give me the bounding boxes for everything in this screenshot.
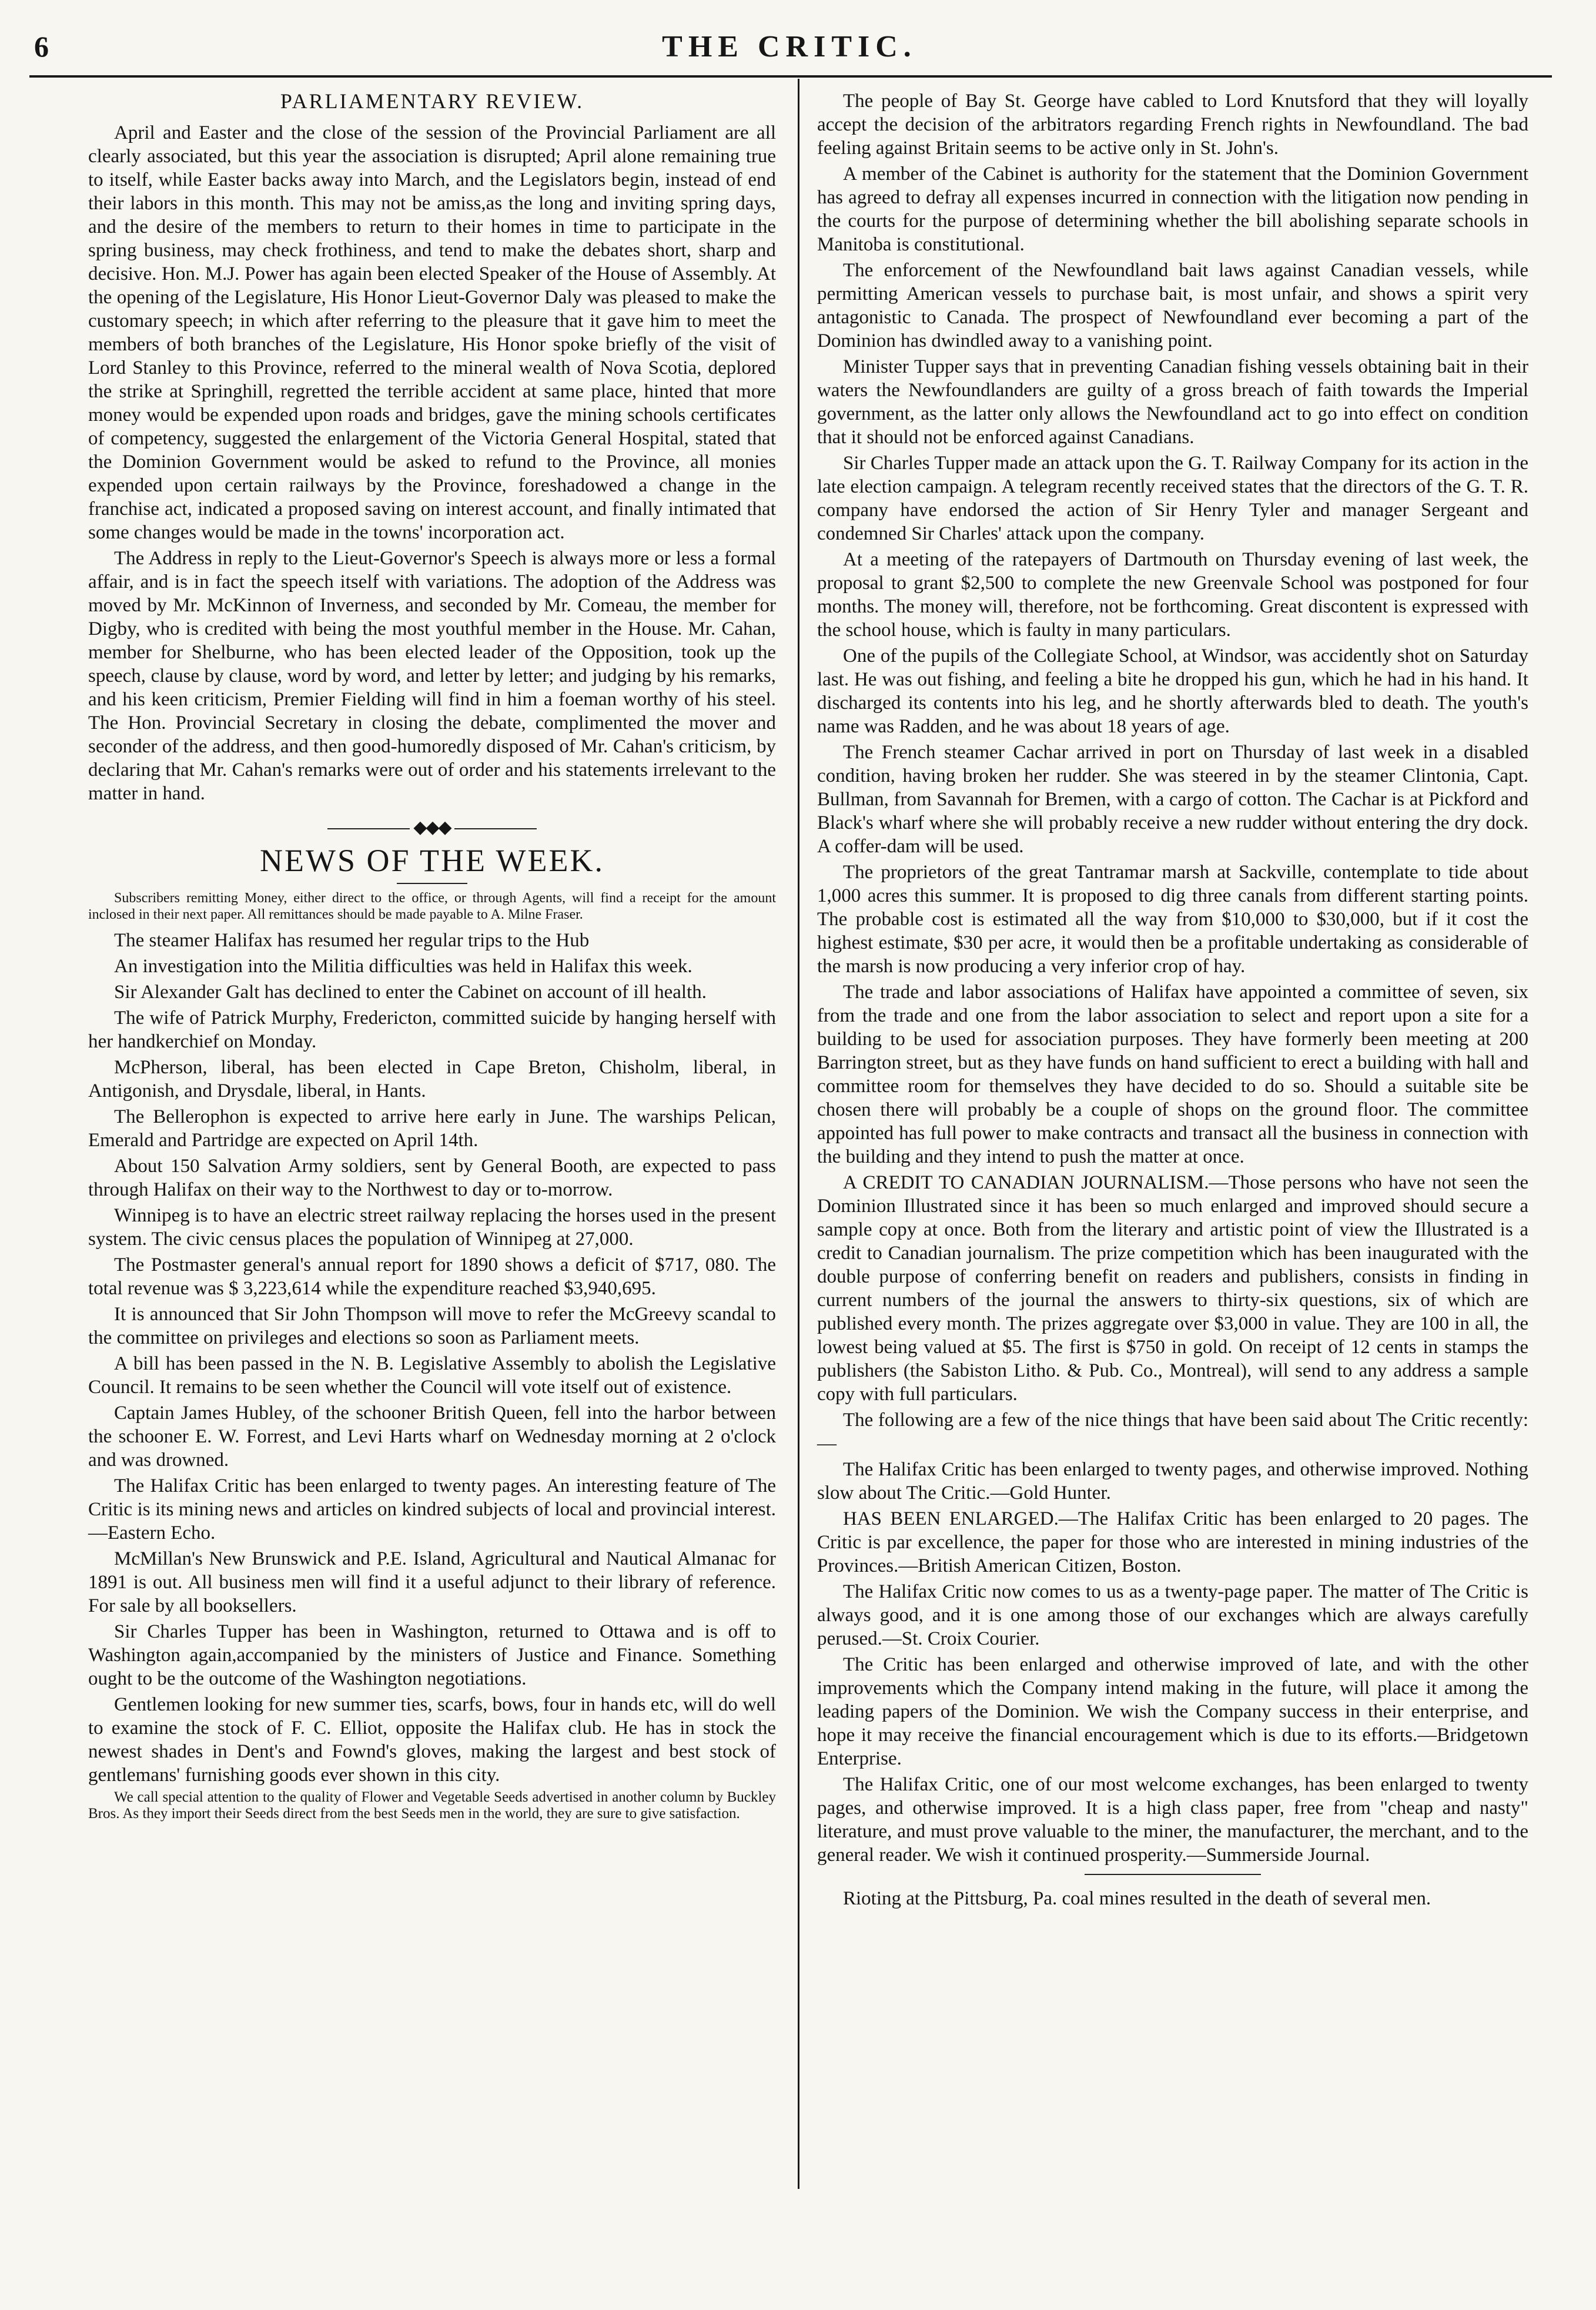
parliamentary-review-heading: PARLIAMENTARY REVIEW. bbox=[280, 89, 584, 113]
article-paragraph: The Address in reply to the Lieut-Governor's Speech is always more or less a formal affair, and is in fact the speech itself with variations. The adoption of the Address was moved by Mr. McKinnon of Inverness, and seconded by Mr. Comeau, the member for Digby, who is credited with being the most youthful member in the House. Mr. Cahan, member for Shelburne, who has been elected leader of the Opposition, took up the speech, clause by clause, word by word, and letter by letter; and judging by his remarks, and his keen criticism, Premier Fielding will find in him a foeman worthy of his steel. The Hon. Provincial Secretary in closing the debate, complimented the mover and seconder of the address, and then good-humoredly disposed of Mr. Cahan's criticism, by declaring that Mr. Cahan's remarks were out of order and his statements irrelevant to the matter in hand. bbox=[88, 548, 776, 804]
section-ornament: ◆◆◆ bbox=[88, 816, 776, 839]
news-item: The people of Bay St. George have cabled to Lord Knutsford that they will loyally accept the decision of the arbitrators regarding French rights in Newfoundland. The bad feeling against Britain seems to be active only in St. John's. bbox=[817, 91, 1528, 159]
news-item: The Postmaster general's annual report for 1890 shows a deficit of $717, 080. The total revenue was $ 3,223,614 while the expenditure reached $3,940,695. bbox=[88, 1254, 776, 1299]
news-item: The steamer Halifax has resumed her regular trips to the Hub bbox=[114, 930, 590, 951]
masthead bbox=[34, 29, 1545, 68]
news-item: The Bellerophon is expected to arrive here early in June. The warships Pelican, Emerald and Partridge are expected on April 14th. bbox=[88, 1106, 776, 1151]
news-item: A member of the Cabinet is authority for the statement that the Dominion Government has agreed to defray all expenses incurred in connection with the litigation now pending in the courts for the purpose of determining whether the bill abolishing separate schools in Manitoba is constitutional. bbox=[817, 163, 1528, 255]
news-item: Minister Tupper says that in preventing Canadian fishing vessels obtaining bait in their waters the Newfoundlanders are guilty of a gross breach of faith towards the Imperial government, as the latter only allows the Newfoundland act to go into effect on condition that it should not be enforced against Canadians. bbox=[817, 356, 1528, 448]
news-item: The trade and labor associations of Halifax have appointed a committee of seven, six from the trade and one from the labor association to select and report upon a site for a building to be used for association purposes. They have formerly been meeting at 200 Barrington street, but as they have funds on hand sufficient to erect a building with hall and committee room for themselves they have decided to do so. Should a suitable site be chosen there will probably be a couple of shops on the ground floor. The committee appointed has full power to make contracts and transact all the business in connection with the building and they intend to push the matter at once. bbox=[817, 982, 1528, 1167]
heading-rule bbox=[397, 883, 467, 884]
news-item: Captain James Hubley, of the schooner British Queen, fell into the harbor between the schooner E. W. Forrest, and Levi Harts wharf on Wednesday morning at 2 o'clock and was drowned. bbox=[88, 1402, 776, 1471]
news-item: The French steamer Cachar arrived in port on Thursday of last week in a disabled condition, having broken her rudder. She was steered in by the steamer Clintonia, Capt. Bullman, from Savannah for Bremen, with a cargo of cotton. The Cachar is at Pickford and Black's wharf where she will probably receive a new rudder without entering the dry dock. A coffer-dam will be used. bbox=[817, 742, 1528, 857]
press-quote: The Halifax Critic now comes to us as a twenty-page paper. The matter of The Critic is always good, and it is one among those of our exchanges which are always carefully perused.—St. Croix Courier. bbox=[817, 1581, 1528, 1649]
news-item: One of the pupils of the Collegiate School, at Windsor, was accidently shot on Saturday last. He was out fishing, and feeling a bite he dropped his gun, which he had in his hand. It discharged its contents into his leg, and he shortly afterwards bled to death. The youth's name was Radden, and he was about 18 years of age. bbox=[817, 645, 1528, 737]
news-item: Sir Charles Tupper has been in Washington, returned to Ottawa and is off to Washington again,accompanied by the ministers of Justice and Finance. Something ought to be the outcome of the Washington negotiations. bbox=[88, 1621, 776, 1689]
news-item: At a meeting of the ratepayers of Dartmouth on Thursday evening of last week, the proposal to grant $2,500 to complete the new Greenvale School was postponed for four months. The money will, therefore, not be forthcoming. Great discontent is expressed with the school house, which is faulty in many particulars. bbox=[817, 549, 1528, 641]
news-item: Winnipeg is to have an electric street railway replacing the horses used in the present system. The civic census places the population of Winnipeg at 27,000. bbox=[88, 1205, 776, 1250]
page-number: 6 bbox=[34, 30, 49, 63]
news-item: McMillan's New Brunswick and P.E. Island, Agricultural and Nautical Almanac for 1891 is out. All business men will find it a useful adjunct to their library of reference. For sale by all booksellers. bbox=[88, 1548, 776, 1616]
news-item: A bill has been passed in the N. B. Legislative Assembly to abolish the Legislative Council. It remains to be seen whether the Council will vote itself out of existence. bbox=[88, 1353, 776, 1398]
seeds-footnote: We call special attention to the quality of Flower and Vegetable Seeds advertised in another column by Buckley Bros. As they import their Seeds direct from the best Seeds men in the world, they are sure to give satisfaction. bbox=[88, 1789, 776, 1822]
news-item: An investigation into the Militia difficulties was held in Halifax this week. bbox=[114, 956, 692, 977]
news-item: Rioting at the Pittsburg, Pa. coal mines resulted in the death of several men. bbox=[843, 1888, 1431, 1909]
news-item: The proprietors of the great Tantramar marsh at Sackville, contemplate to tide about 1,000 acres this summer. It is proposed to dig three canals from different starting points. The probable cost is estimated all the way from $10,000 to $30,000, but if it cost the highest estimate, $30 per acre, it would then be a profitable undertaking as considerable of the marsh is now producing a very inferior crop of hay. bbox=[817, 862, 1528, 977]
news-item: Gentlemen looking for new summer ties, scarfs, bows, four in hands etc, will do well to examine the stock of F. C. Elliot, opposite the Halifax club. He has in stock the newest shades in Dent's and Fownd's gloves, making the largest and best stock of gentlemans' furnishing goods ever shown in this city. bbox=[88, 1694, 776, 1786]
paper-title: THE CRITIC. bbox=[662, 30, 917, 63]
news-item: Sir Charles Tupper made an attack upon the G. T. Railway Company for its action in the late election campaign. A telegram recently received states that the directors of the G. T. R. company have endorsed the action of Sir Henry Tyler and manager Sergeant and condemned Sir Charles' attack upon the company. bbox=[817, 453, 1528, 544]
column-divider bbox=[798, 79, 799, 2189]
press-quote: The Halifax Critic, one of our most welcome exchanges, has been enlarged to twenty pages, and otherwise improved. It is a high class paper, free from "cheap and nasty" literature, and must prove valuable to the miner, the manufacturer, the merchant, and to the general reader. We wish it continued prosperity.—Summerside Journal. bbox=[817, 1774, 1528, 1866]
subscriber-notice: Subscribers remitting Money, either direct to the office, or through Agents, will find a receipt for the amount inclosed in their next paper. All remittances should be made payable to A. Milne Fraser. bbox=[88, 890, 776, 922]
news-item: The wife of Patrick Murphy, Fredericton, committed suicide by hanging herself with her handkerchief on Monday. bbox=[88, 1007, 776, 1052]
news-item: McPherson, liberal, has been elected in Cape Breton, Chisholm, liberal, in Antigonish, and Drysdale, liberal, in Hants. bbox=[88, 1057, 776, 1102]
press-quote: HAS BEEN ENLARGED.—The Halifax Critic has been enlarged to 20 pages. The Critic is par excellence, the paper for those who are interested in mining industries of the Provinces.—British American Citizen, Boston. bbox=[817, 1508, 1528, 1576]
left-column bbox=[88, 89, 776, 1824]
press-quote: The Critic has been enlarged and otherwise improved of late, and with the other improvements which the Company intend making in the future, will place it among the leading papers of the Dominion. We wish the Company success in their enterprise, and hope it may receive the financial encouragement which is due to its efforts.—Bridgetown Enterprise. bbox=[817, 1654, 1528, 1769]
right-column bbox=[817, 89, 1528, 1913]
article-paragraph: April and Easter and the close of the session of the Provincial Parliament are all clearly associated, but this year the association is disrupted; April alone remaining true to itself, while Easter backs away into March, and the Legislators begin, instead of end their labors in this month. This may not be amiss,as the long and inviting spring days, and the desire of the members to return to their homes in time to participate in the spring business, may check frothiness, and tend to make the debates short, sharp and decisive. Hon. M.J. Power has again been elected Speaker of the House of Assembly. At the opening of the Legislature, His Honor Lieut-Governor Daly was pleased to make the customary speech; in which after referring to the pleasure that it gave him to meet the members of both branches of the Legislature, His Honor spoke briefly of the visit of Lord Stanley to this Province, referred to the mineral wealth of Nova Scotia, deplored the strike at Springhill, regretted the terrible accident at same place, hinted that more money would be expended upon roads and bridges, gave the mining schools certificates of competency, suggested the enlargement of the Victoria General Hospital, stated that the Dominion Government would be asked to refund to the Province, all monies expended upon certain railways by the Province, foreshadowed a change in the franchise act, indicated a proposed saving on interest account, and finally intimated that some changes would be made in the towns' incorporation act. bbox=[88, 122, 776, 543]
news-item: The following are a few of the nice things that have been said about The Critic recently:— bbox=[817, 1410, 1528, 1454]
news-item: About 150 Salvation Army soldiers, sent by General Booth, are expected to pass through Halifax on their way to the Northwest to day or to-morrow. bbox=[88, 1156, 776, 1200]
news-item: The Halifax Critic has been enlarged to twenty pages. An interesting feature of The Critic is its mining news and articles on kindred subjects of local and provincial interest.—Eastern Echo. bbox=[88, 1475, 776, 1544]
section-end-rule bbox=[1085, 1874, 1261, 1875]
news-item: Sir Alexander Galt has declined to enter the Cabinet on account of ill health. bbox=[114, 982, 707, 1003]
masthead-rule bbox=[29, 75, 1552, 78]
news-item: It is announced that Sir John Thompson will move to refer the McGreevy scandal to the committee on privileges and elections so soon as Parliament meets. bbox=[88, 1304, 776, 1348]
press-quote: The Halifax Critic has been enlarged to twenty pages, and otherwise improved. Nothing slow about The Critic.—Gold Hunter. bbox=[817, 1459, 1528, 1504]
news-item: The enforcement of the Newfoundland bait laws against Canadian vessels, while permitting American vessels to purchase bait, is most unfair, and shows a spirit very antagonistic to Canada. The prospect of Newfoundland ever becoming a part of the Dominion has dwindled away to a vanishing point. bbox=[817, 260, 1528, 351]
news-of-the-week-heading: NEWS OF THE WEEK. bbox=[260, 843, 604, 878]
news-item: A CREDIT TO CANADIAN JOURNALISM.—Those persons who have not seen the Dominion Illustrated since it has been so much enlarged and improved should secure a sample copy at once. Both from the literary and artistic point of view the Illustrated is a credit to Canadian journalism. The prize competition which has been inaugurated with the double purpose of conferring benefit on readers and publishers, consists in finding in current numbers of the journal the answers to thirty-six questions, six of which are published every month. The prizes aggregate over $3,000 in value. They are 100 in all, the lowest being valued at $5. The first is $750 in gold. On receipt of 12 cents in stamps the publishers (the Sabiston Litho. & Pub. Co., Montreal), will send to any address a sample copy with full particulars. bbox=[817, 1172, 1528, 1405]
